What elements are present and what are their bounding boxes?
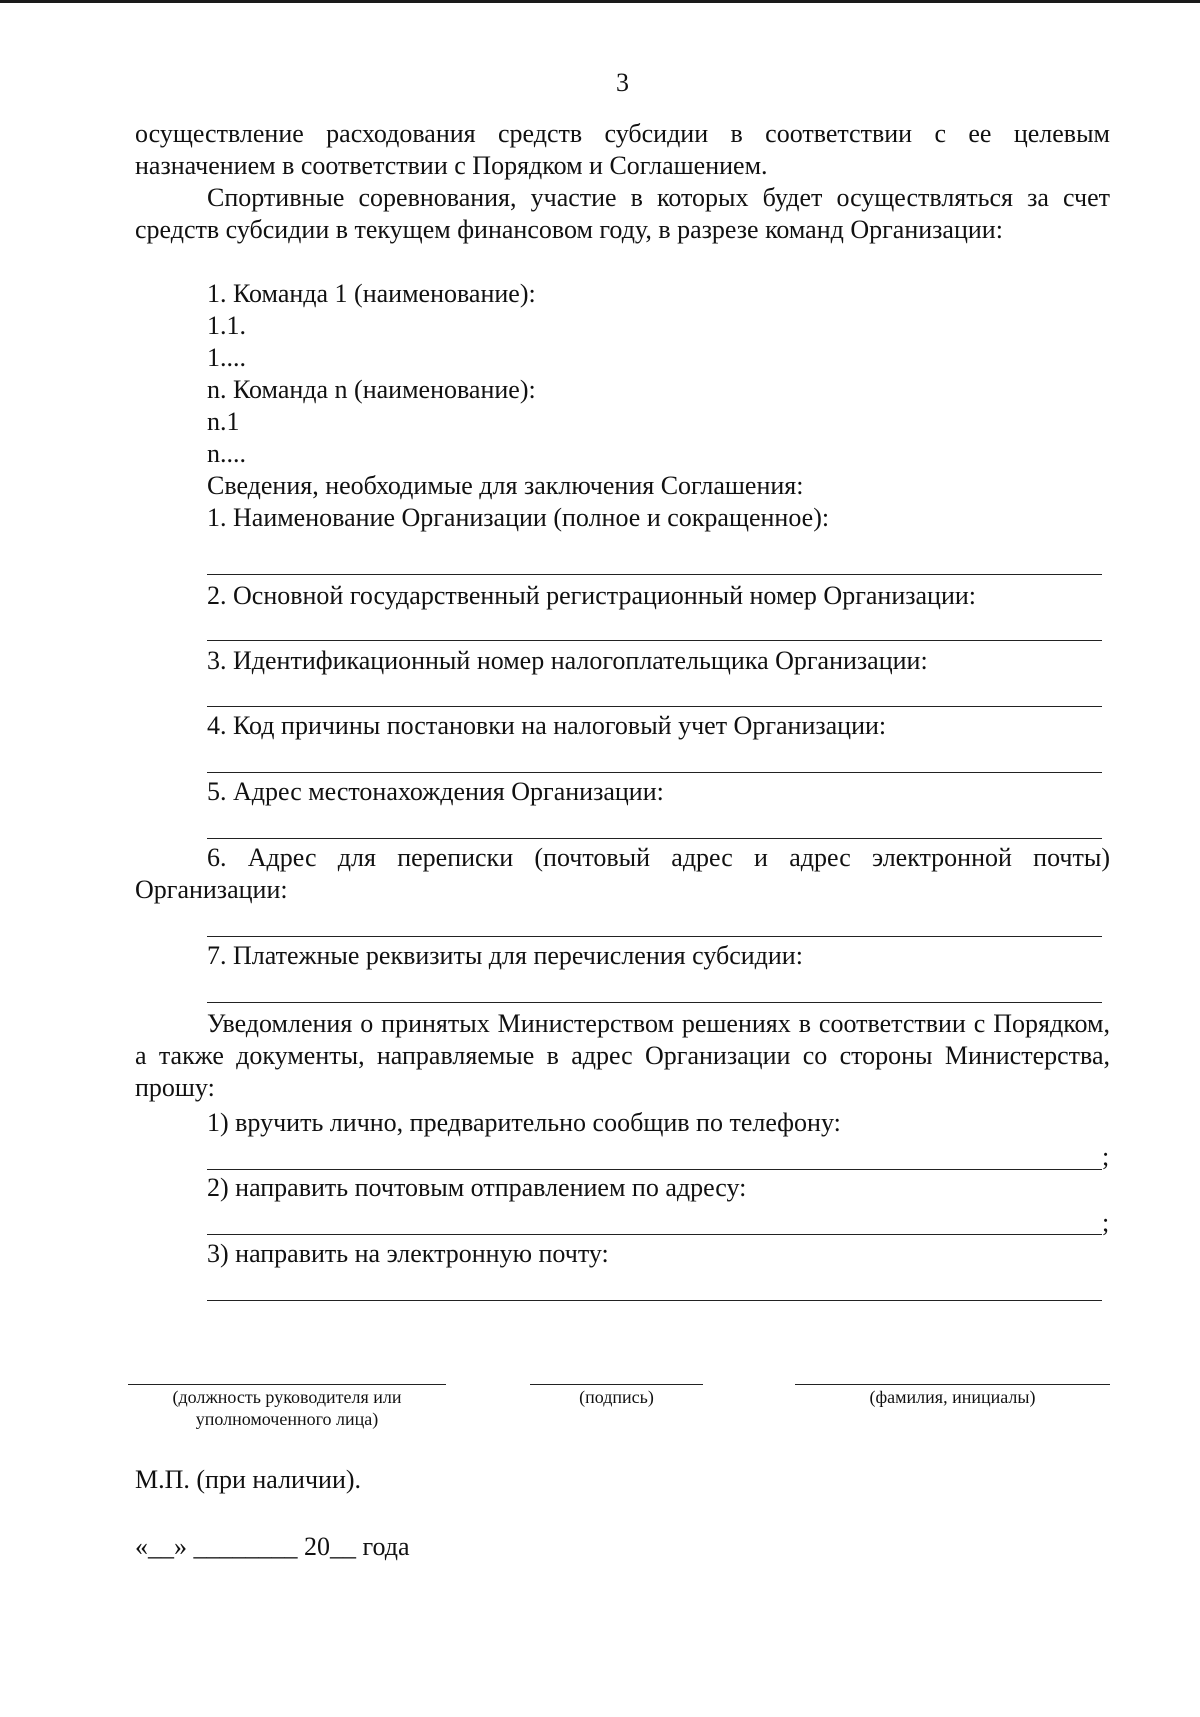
team-list-item: 1. Команда 1 (наименование):: [207, 279, 536, 308]
team-list-item: n.1: [207, 407, 240, 436]
semicolon: ;: [1102, 1208, 1110, 1237]
fill-in-line: [207, 574, 1102, 575]
info-item-kpp: 4. Код причины постановки на налоговый учет Организации:: [207, 711, 887, 740]
page-number: 3: [616, 68, 629, 97]
info-item-payment-details: 7. Платежные реквизиты для перечисления субсидии:: [207, 941, 803, 970]
position-caption: (должность руководителя или уполномоченного лица): [172, 1387, 402, 1429]
fill-in-line: [207, 640, 1102, 641]
fill-in-line: [207, 1002, 1102, 1003]
name-signature-line: [795, 1384, 1110, 1385]
signature-line: [530, 1384, 703, 1385]
info-heading: Сведения, необходимые для заключения Соглашения:: [207, 471, 804, 500]
delivery-option-post: 2) направить почтовым отправлением по адресу:: [207, 1173, 747, 1202]
fill-in-line: [207, 706, 1102, 707]
team-list-item: 1....: [207, 343, 246, 372]
team-list-item: n. Команда n (наименование):: [207, 375, 536, 404]
team-list-item: 1.1.: [207, 311, 246, 340]
delivery-option-email: 3) направить на электронную почту:: [207, 1239, 609, 1268]
fill-in-line: [207, 1234, 1102, 1235]
info-item-mail-address: 6. Адрес для переписки (почтовый адрес и адрес электронной почты) Организации:: [135, 843, 1110, 904]
paragraph-competitions: Спортивные соревнования, участие в которых будет осуществляться за счет средств субсидии в текущем финансовом году, в разрезе команд Организации:: [135, 183, 1110, 244]
info-item-ogrn: 2. Основной государственный регистрационный номер Организации:: [207, 581, 977, 610]
fill-in-line: [207, 936, 1102, 937]
seal-note: М.П. (при наличии).: [135, 1465, 362, 1494]
paragraph-intro: осуществление расходования средств субсидии в соответствии с ее целевым назначением в соответствии с Порядком и Соглашением.: [135, 119, 1110, 180]
info-item-inn: 3. Идентификационный номер налогоплательщика Организации:: [207, 646, 928, 675]
fill-in-line: [207, 838, 1102, 839]
delivery-option-personal: 1) вручить лично, предварительно сообщив по телефону:: [207, 1108, 841, 1137]
paragraph-notifications: Уведомления о принятых Министерством решениях в соответствии с Порядком, а также документы, направляемые в адрес Организации со стороны Министерства, прошу:: [135, 1009, 1110, 1102]
team-list-item: n....: [207, 439, 246, 468]
page-top-edge-line: [0, 0, 1200, 3]
info-item-address: 5. Адрес местонахождения Организации:: [207, 777, 664, 806]
name-caption: (фамилия, инициалы): [869, 1387, 1036, 1407]
fill-in-line: [207, 1300, 1102, 1301]
info-item-org-name: 1. Наименование Организации (полное и сокращенное):: [207, 503, 830, 532]
position-signature-line: [128, 1384, 446, 1385]
semicolon: ;: [1102, 1142, 1110, 1171]
fill-in-line: [207, 772, 1102, 773]
date-line: «__» ________ 20__ года: [135, 1532, 410, 1561]
signature-caption: (подпись): [579, 1387, 654, 1407]
fill-in-line: [207, 1169, 1102, 1170]
